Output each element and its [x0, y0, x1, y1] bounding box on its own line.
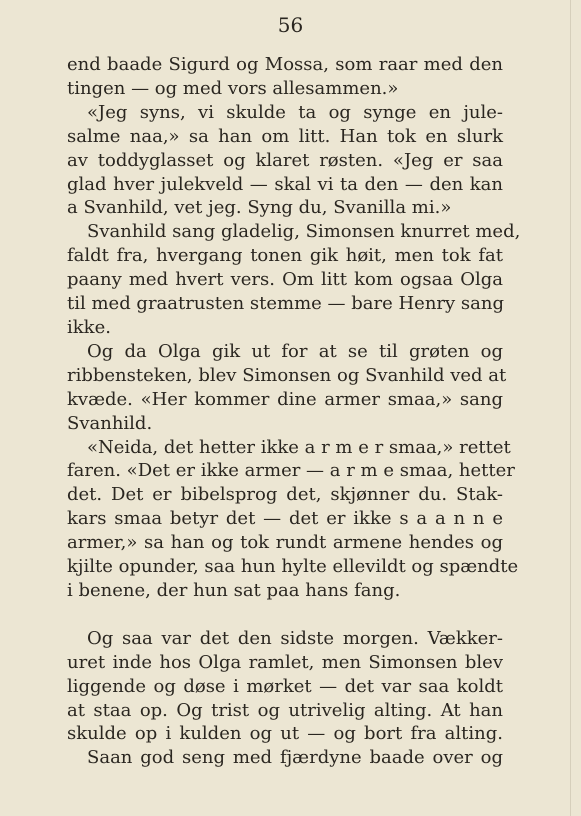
text-line: glad hver julekveld — skal vi ta den — den kan: [67, 173, 503, 195]
text-line: uret inde hos Olga ramlet, men Simonsen blev: [67, 651, 503, 673]
text-line: tingen — og med vors allesammen.»: [67, 77, 399, 99]
text-line: ikke.: [67, 316, 111, 338]
text-line: liggende og døse i mørket — det var saa koldt: [67, 675, 503, 697]
text-line: faren. «Det er ikke armer — a r m e smaa, hetter: [67, 460, 515, 482]
text-line: Svanhild sang gladelig, Simonsen knurret med,: [87, 221, 521, 243]
text-line: kjilte opunder, saa hun hylte ellevildt og spændte: [67, 556, 519, 578]
text-line: kars smaa betyr det — det er ikke s a a n n e: [67, 508, 503, 530]
body-text: [67, 53, 521, 770]
text-line: Og saa var det den sidste morgen. Vækker-: [87, 627, 503, 649]
text-line: i benene, der hun sat paa hans fang.: [67, 579, 401, 601]
text-line: Og da Olga gik ut for at se til grøten og: [87, 340, 503, 362]
text-line: av toddyglasset og klaret røsten. «Jeg er saa: [67, 149, 503, 171]
text-line: faldt fra, hvergang tonen gik høit, men tok fat: [67, 245, 503, 267]
text-line: paany med hvert vers. Om litt kom ogsaa Olga: [67, 269, 503, 291]
text-line: «Jeg syns, vi skulde ta og synge en jule-: [87, 101, 503, 123]
text-line: armer,» sa han og tok rundt armene hendes og: [67, 532, 503, 554]
text-line: kvæde. «Her kommer dine armer smaa,» sang: [67, 388, 503, 410]
text-line: Svanhild.: [67, 412, 153, 434]
text-line: at staa op. Og trist og utrivelig alting. At han: [67, 699, 503, 721]
page-edge: [570, 0, 571, 816]
text-line: ribbensteken, blev Simonsen og Svanhild ved at: [67, 364, 507, 386]
text-line: Saan god seng med fjærdyne baade over og: [87, 747, 503, 769]
text-line: det. Det er bibelsprog det, skjønner du. Stak-: [67, 484, 503, 506]
page-number: 56: [277, 13, 304, 37]
text-line: skulde op i kulden og ut — og bort fra alting.: [67, 723, 503, 745]
text-line: a Svanhild, vet jeg. Syng du, Svanilla mi.»: [67, 197, 452, 219]
text-line: end baade Sigurd og Mossa, som raar med den: [67, 54, 503, 75]
text-line: salme naa,» sa han om litt. Han tok en slurk: [67, 125, 503, 147]
text-line: «Neida, det hetter ikke a r m e r smaa,» rettet: [87, 436, 511, 458]
text-line: til med graatrusten stemme — bare Henry sang: [67, 293, 505, 315]
